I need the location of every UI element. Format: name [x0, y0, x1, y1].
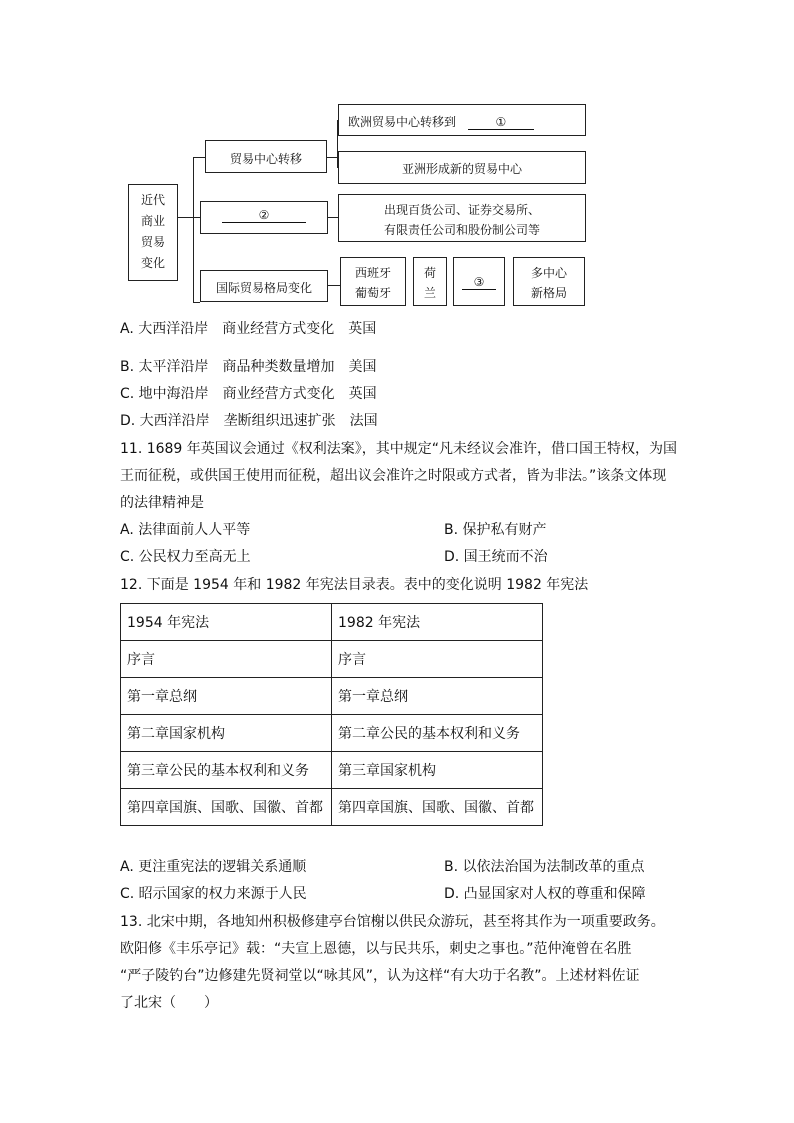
table-cell: 1954 年宪法	[121, 604, 332, 641]
connector	[328, 217, 338, 218]
root-line-4: 变化	[140, 256, 165, 270]
stage4-line-2: 新格局	[530, 286, 567, 300]
stage-multi-center	[513, 257, 585, 306]
branch-blank-2	[200, 201, 328, 234]
connector	[327, 157, 337, 158]
diagram-root-box	[128, 184, 178, 281]
table-cell: 第四章国旗、国歌、国徽、首都	[332, 789, 543, 826]
q10-option-a: A. 大西洋沿岸 商业经营方式变化 英国	[120, 321, 377, 337]
stage-blank-3	[453, 257, 505, 306]
q12-option-b: B. 以依法治国为法制改革的重点	[444, 859, 645, 875]
q11-option-c: C. 公民权力至高无上	[120, 549, 251, 565]
table-row	[121, 678, 543, 715]
table-cell: 序言	[332, 641, 543, 678]
branch-trade-center-shift	[205, 140, 327, 173]
table-cell: 第一章总纲	[332, 678, 543, 715]
q13-stem-line-3: “严子陵钓台”边修建先贤祠堂以“咏其风”，认为这样“有大功于名教”。上述材料佐证	[120, 968, 640, 984]
stage2-line-1: 荷	[423, 266, 436, 280]
blank-3: ③	[462, 275, 496, 290]
table-cell: 第一章总纲	[121, 678, 332, 715]
q10-option-d: D. 大西洋沿岸 垄断组织迅速扩张 法国	[120, 413, 378, 429]
q11-stem-line-1: 11. 1689 年英国议会通过《权利法案》，其中规定“凡未经议会准许，借口国王特权，为国	[120, 441, 678, 457]
root-line-2: 商业	[140, 214, 165, 228]
stage2-line-2: 兰	[423, 286, 436, 300]
table-cell: 1982 年宪法	[332, 604, 543, 641]
q10-option-b: B. 太平洋沿岸 商品种类数量增加 美国	[120, 359, 377, 375]
q12-option-a: A. 更注重宪法的逻辑关系通顺	[120, 859, 307, 875]
sub-business-line-2: 有限责任公司和股份制公司等	[383, 223, 540, 237]
branch3-label: 国际贸易格局变化	[215, 281, 312, 295]
connector	[193, 157, 205, 158]
table-cell: 第四章国旗、国歌、国徽、首都	[121, 789, 332, 826]
stage4-line-1: 多中心	[530, 266, 567, 280]
connector	[193, 217, 200, 218]
root-line-3: 贸易	[140, 235, 165, 249]
root-line-1: 近代	[140, 193, 165, 207]
sub2-text: 亚洲形成新的贸易中心	[401, 162, 522, 176]
blank-2: ②	[222, 208, 306, 223]
table-cell: 第三章公民的基本权利和义务	[121, 752, 332, 789]
table-row	[121, 715, 543, 752]
sub-europe-center	[338, 104, 586, 136]
stage1-line-1: 西班牙	[354, 266, 391, 280]
table-cell: 第三章国家机构	[332, 752, 543, 789]
connector	[193, 157, 194, 302]
sub-business-forms	[338, 194, 586, 242]
q11-option-b: B. 保护私有财产	[444, 522, 547, 538]
branch-trade-pattern	[200, 270, 328, 302]
connector	[193, 302, 200, 303]
stage-spain-portugal	[340, 257, 406, 306]
sub-business-line-1: 出现百货公司、证券交易所、	[383, 203, 540, 217]
blank-1: ①	[468, 115, 534, 130]
stage1-line-2: 葡萄牙	[354, 286, 391, 300]
constitution-table	[120, 603, 543, 826]
table-row	[121, 789, 543, 826]
q11-stem-line-2: 王而征税，或供国王使用而征税，超出议会准许之时限或方式者，皆为非法。”该条文体现	[120, 468, 667, 484]
table-cell: 序言	[121, 641, 332, 678]
table-row	[121, 641, 543, 678]
q11-option-d: D. 国王统而不治	[444, 549, 548, 565]
connector	[178, 217, 193, 218]
q12-option-c: C. 昭示国家的权力来源于人民	[120, 886, 307, 902]
branch1-label: 贸易中心转移	[229, 152, 302, 166]
table-cell: 第二章公民的基本权利和义务	[332, 715, 543, 752]
q13-stem-line-2: 欧阳修《丰乐亭记》载：“夫宣上恩德，以与民共乐，刺史之事也。”范仲淹曾在名胜	[120, 941, 632, 957]
q13-stem-line-1: 13. 北宋中期，各地知州积极修建亭台馆榭以供民众游玩，甚至将其作为一项重要政务。	[120, 914, 665, 930]
sub1-text: 欧洲贸易中心转移到	[348, 115, 457, 129]
q11-option-a: A. 法律面前人人平等	[120, 522, 251, 538]
table-row	[121, 752, 543, 789]
stage-netherlands	[413, 257, 447, 306]
sub-asia-center	[338, 151, 586, 184]
q10-option-c: C. 地中海沿岸 商业经营方式变化 英国	[120, 386, 377, 402]
q11-stem-line-3: 的法律精神是	[120, 495, 204, 511]
table-row	[121, 604, 543, 641]
table-cell: 第二章国家机构	[121, 715, 332, 752]
connector	[328, 285, 340, 286]
q13-stem-line-4: 了北宋（ ）	[120, 995, 218, 1011]
q12-stem: 12. 下面是 1954 年和 1982 年宪法目录表。表中的变化说明 1982 年宪法	[120, 577, 589, 593]
q12-option-d: D. 凸显国家对人权的尊重和保障	[444, 886, 646, 902]
